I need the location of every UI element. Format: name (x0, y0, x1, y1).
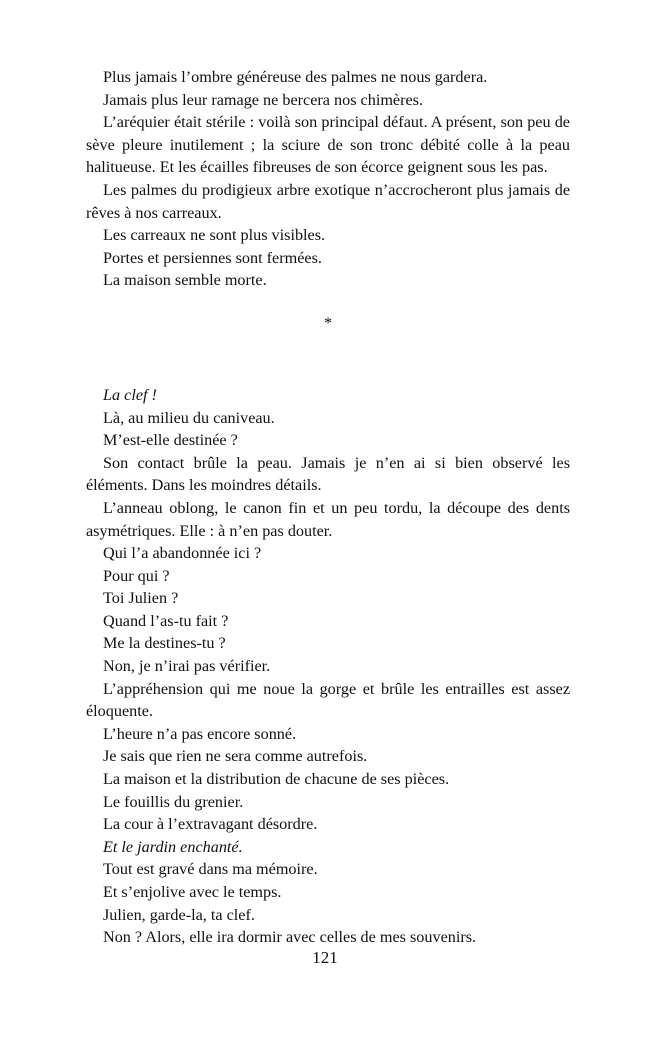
paragraph: Julien, garde-la, ta clef. (103, 905, 255, 924)
paragraph: Portes et persiennes sont fermées. (103, 248, 322, 267)
paragraph: Là, au milieu du caniveau. (103, 408, 275, 427)
paragraph: Tout est gravé dans ma mémoire. (103, 860, 318, 879)
paragraph: Les carreaux ne sont plus visibles. (103, 226, 326, 245)
paragraph: La maison et la distribution de chacune de ses pièces. (103, 770, 450, 789)
section-gap (86, 334, 570, 384)
paragraph: Me la destines-tu ? (103, 634, 226, 653)
page-text (86, 66, 570, 949)
paragraph: L’aréquier était stérile : voilà son principal défaut. A présent, son peu de sève pleure inutilement ; la sciure de son tronc débité colle à la peau halitueuse. Et les écailles fibreuses de son écorce geignent sous les pas. (86, 113, 570, 177)
paragraph: Je sais que rien ne sera comme autrefois. (103, 747, 368, 766)
paragraph: L’anneau oblong, le canon fin et un peu tordu, la découpe des dents asymétriques. Elle : à n’en pas douter. (86, 498, 570, 540)
paragraph: La cour à l’extravagant désordre. (103, 815, 318, 834)
paragraph: Toi Julien ? (103, 589, 179, 608)
paragraph: Et s’enjolive avec le temps. (103, 883, 282, 901)
paragraph-italic: Et le jardin enchanté. (103, 837, 243, 856)
paragraph: M’est-elle destinée ? (103, 431, 238, 450)
paragraph: L’appréhension qui me noue la gorge et brûle les entrailles est assez éloquente. (86, 679, 570, 721)
page-number: 121 (312, 948, 338, 967)
paragraph: Quand l’as-tu fait ? (103, 611, 229, 630)
paragraph: Jamais plus leur ramage ne bercera nos chimères. (103, 90, 424, 109)
paragraph: Qui l’a abandonnée ici ? (103, 544, 262, 563)
paragraph: Non, je n’irai pas vérifier. (103, 657, 271, 676)
paragraph: Pour qui ? (103, 566, 170, 585)
paragraph: Les palmes du prodigieux arbre exotique n’accrocheront plus jamais de rêves à nos carreaux. (86, 180, 570, 222)
paragraph: Le fouillis du grenier. (103, 792, 244, 811)
paragraph: L’heure n’a pas encore sonné. (103, 724, 297, 743)
section-separator: * (323, 313, 333, 332)
paragraph: Son contact brûle la peau. Jamais je n’en ai si bien observé les éléments. Dans les moindres détails. (86, 453, 570, 495)
paragraph: La maison semble morte. (103, 271, 267, 290)
paragraph: Non ? Alors, elle ira dormir avec celles de mes souvenirs. (103, 928, 477, 947)
paragraph: Plus jamais l’ombre généreuse des palmes ne nous gardera. (103, 68, 488, 86)
paragraph-italic: La clef ! (103, 385, 157, 404)
